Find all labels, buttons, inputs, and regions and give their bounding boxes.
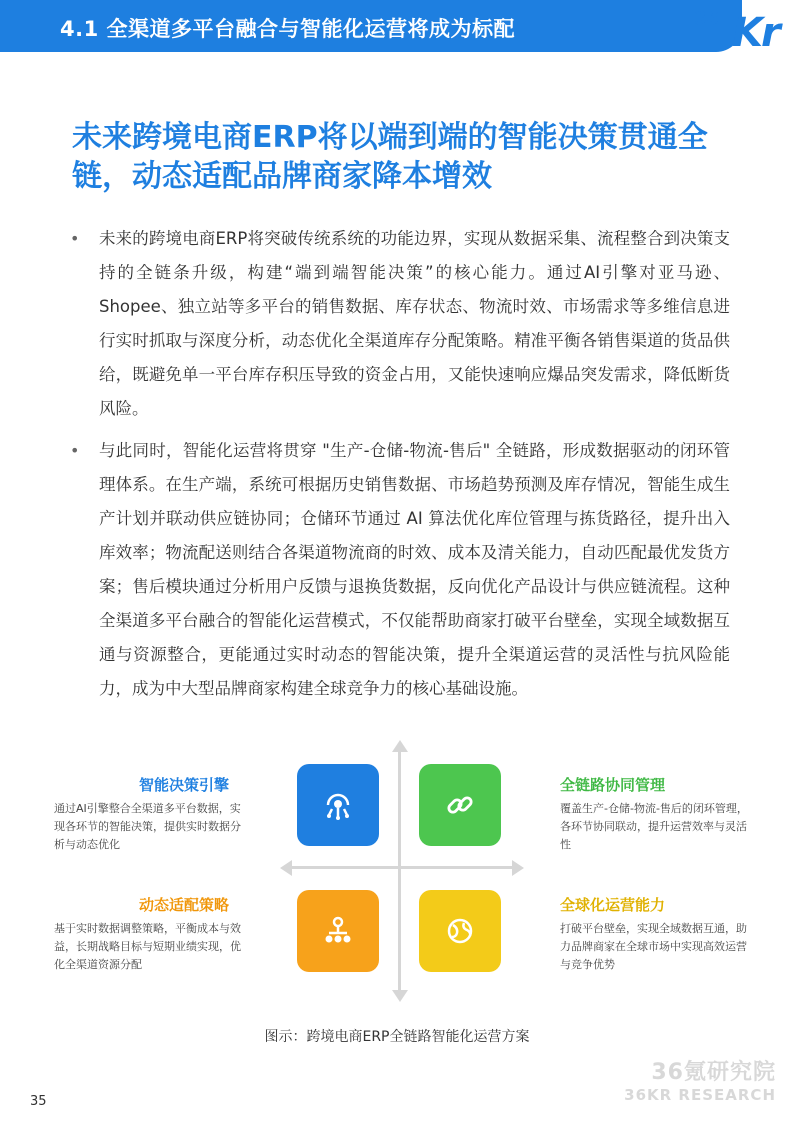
brand-logo: [694, 4, 794, 56]
quadrant-description: 打破平台壁垒，实现全域数据互通，助力品牌商家在全球市场中实现高效运营与竞争优势: [560, 922, 747, 971]
bullet-item: [70, 434, 730, 706]
quadrant-tile-dynamic-strategy: [297, 890, 379, 972]
arrow-up-icon: [392, 740, 408, 752]
bullet-text: 未来的跨境电商ERP将突破传统系统的功能边界，实现从数据采集、流程整合到决策支持的全链条升级，构建“端到端智能决策”的核心能力。通过AI引擎对亚马逊、Shopee、独立站等多平台的销售数据、库存状态、物流时效、市场需求等多维信息进行实时抓取与深度分析，动态优化全渠道库存分配策略。精准平衡各销售渠道的货品供给，既避免单一平台库存积压导致的资金占用，又能快速响应爆品突发需求，降低断货风险。: [99, 229, 730, 418]
quadrant-description: 覆盖生产-仓储-物流-售后的闭环管理，各环节协同联动，提升运营效率与灵活性: [560, 802, 748, 851]
figure-caption: 图示：跨境电商ERP全链路智能化运营方案: [264, 1029, 530, 1045]
quadrant-description: 通过AI引擎整合全渠道多平台数据，实现各环节的智能决策，提供实时数据分析与动态优化: [54, 802, 241, 851]
quadrant-tile-global-operation: [419, 890, 501, 972]
watermark-line-2: 36KR RESEARCH: [624, 1086, 776, 1104]
network-icon: [318, 911, 358, 951]
horizontal-axis: [292, 866, 516, 869]
ai-brain-icon: [318, 785, 358, 825]
bullet-marker: •: [70, 229, 80, 248]
arrow-left-icon: [280, 860, 292, 876]
quadrant-title: 动态适配策略: [139, 896, 230, 914]
bullet-text: 与此同时，智能化运营将贯穿 "生产-仓储-物流-售后" 全链路，形成数据驱动的闭环管理体系。在生产端，系统可根据历史销售数据、市场趋势预测及库存情况，智能生成生产计划并联动供应链协同；仓储环节通过 AI 算法优化库位管理与拣货路径，提升出入库效率；物流配送则结合各渠道物流商的时效、成本及清关能力，自动匹配最优发货方案；售后模块通过分析用户反馈与退换货数据，反向优化产品设计与供应链流程。这种全渠道多平台融合的智能化运营模式，不仅能帮助商家打破平台壁垒，实现全域数据互通与资源整合，更能通过实时动态的智能决策，提升全渠道运营的灵活性与抗风险能力，成为中大型品牌商家构建全球竞争力的核心基础设施。: [99, 441, 730, 698]
vertical-axis: [398, 748, 401, 994]
globe-icon: [440, 911, 480, 951]
logo-text-top: 36: [694, 8, 720, 29]
quadrant-title: 智能决策引擎: [139, 776, 230, 794]
chain-link-icon: [440, 785, 480, 825]
arrow-right-icon: [512, 860, 524, 876]
bullet-list: [70, 222, 730, 714]
page-headline: 未来跨境电商ERP将以端到端的智能决策贯通全链，动态适配品牌商家降本增效: [72, 120, 708, 194]
quadrant-tile-chain-management: [419, 764, 501, 846]
page-number: 35: [30, 1094, 47, 1109]
bullet-item: [70, 222, 730, 426]
quadrant-diagram: [0, 740, 794, 1010]
quadrant-title: 全链路协同管理: [560, 776, 666, 794]
logo-text-main: Kr: [732, 10, 779, 56]
quadrant-tile-decision-engine: [297, 764, 379, 846]
arrow-down-icon: [392, 990, 408, 1002]
section-title: 4.1 全渠道多平台融合与智能化运营将成为标配: [60, 17, 516, 41]
research-watermark: [624, 1055, 776, 1104]
watermark-line-1: 36氪研究院: [651, 1060, 776, 1085]
quadrant-title: 全球化运营能力: [560, 896, 666, 914]
bullet-marker: •: [70, 441, 80, 460]
quadrant-description: 基于实时数据调整策略，平衡成本与效益，长期战略目标与短期业绩实现，优化全渠道资源分配: [54, 922, 241, 971]
section-header-bar: [0, 0, 742, 52]
